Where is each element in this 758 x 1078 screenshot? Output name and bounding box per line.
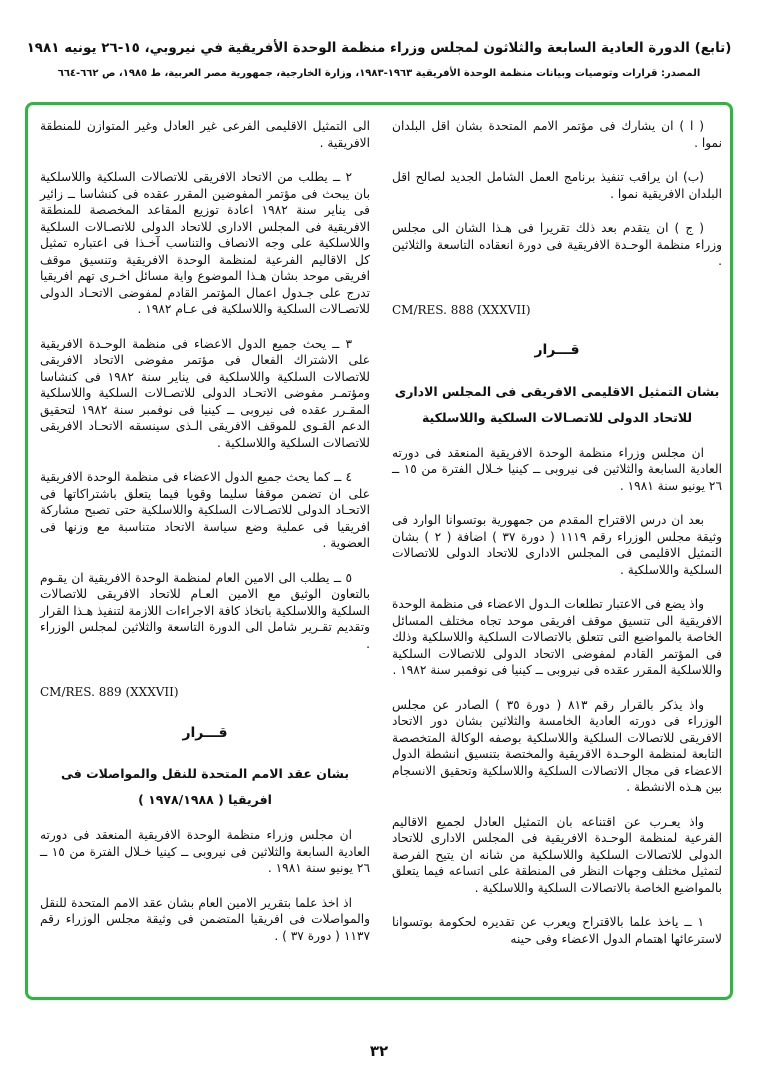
document-header-title: (تابع) الدورة العادية السابعة والثلاثون لمجلس وزراء منظمة الوحدة الأفريقية في نيروبي، ١٥-٢٦ يونيه ١٩٨١ <box>26 40 732 56</box>
subject-line: بشان التمثيل الاقليمى الافريقى فى المجلس الادارى <box>394 383 720 399</box>
paragraph: ٣ ــ يحث جميع الدول الاعضاء فى منظمة الوحـدة الافريقية على الاشتراك الفعال فى مؤتمر مفوضى الاتحاد الافريقى للاتصالات السلكية واللاسلكية فى يناير سنة ١٩٨٢ فى كنشاسا ومؤتمـر مفوضى الاتحـاد الدولى للاتصـالات السلكية واللاسلكية المقـرر عقده فى نيروبى ــ كينيا فى نوفمبر سنة ١٩٨٢ لتحقيق الدعم القـوى للموقف الافريقى الـذى سينسقه الاتحـاد الافريقى للاتصالات السلكية واللاسلكية . <box>40 336 371 450</box>
resolution-subject <box>392 379 722 431</box>
paragraph: اذ اخذ علما بتقرير الامين العام بشان عقد الامم المتحدة للنقل والمواصلات فى افريقيا المتضمن فى وثيقة مجلس الوزراء رقم ١١٣٧ ( دورة ٣٧ ) . <box>40 895 370 943</box>
decision-heading: قـــرار <box>534 342 580 358</box>
left-column <box>40 118 370 962</box>
paragraph: (ب) ان يراقب تنفيذ برنامج العمل الشامل الجديد لصالح اقل البلدان الافريقية نموا . <box>392 170 722 201</box>
decision-heading: قـــرار <box>182 724 228 741</box>
paragraph: ١ ــ ياخذ علما بالاقتراح ويعرب عن تقديره لحكومة بوتسوانا لاسترعائها اهتمام الدول الاعضاء وفى حينه <box>392 915 722 946</box>
document-source-line: المصدر: قرارات وتوصيات وبيانات منظمة الوحدة الأفريقية ١٩٦٣-١٩٨٣، وزارة الخارجية، جمهورية مصر العربية، ط ١٩٨٥، ص ٦٦٢-٦٦٤ <box>57 68 701 79</box>
resolution-code: CM/RES. 889 (XXXVII) <box>40 685 179 699</box>
paragraph: بعد ان درس الاقتراح المقدم من جمهورية بوتسوانا الوارد فى وثيقة مجلس الوزراء رقم ١١١٩ ( دورة ٣٧ ) اضافة ( ٢ ) بشان التمثيل الاقليمى فى المجلس الادارى للاتحاد الدولى للاتصالات السلكية واللاسلكية . <box>392 513 722 577</box>
paragraph: واذ يضع فى الاعتبار تطلعات الـدول الاعضاء فى منظمة الوحدة الافريقية الى تنسيق موقف افريقى موحد تجاه مختلف المسائل الخاصة بالمواضيع التى تتعلق بالاتصالات السلكية واللاسلكية وذلك فى المؤتمر القادم لمفوضى الاتحاد الدولى للاتصالات السلكية واللاسلكية المقرر عقده فى نيروبى ــ كينيا فى نوفمبر سنة ١٩٨٢ . <box>392 597 722 677</box>
right-column <box>392 118 722 965</box>
paragraph: ٥ ــ يطلب الى الامين العام لمنظمة الوحدة الافريقية ان يقـوم بالتعاون الوثيق مع الامين العـام للاتحاد الافريقى للاتصالات السلكية واللاسلكية باتخاذ كافة الاجراءات اللازمة لتنفيذ هـذا القرار وتقديم تقـرير شامل الى الدورة التاسعة والثلاثين لمجلس الوزراء . <box>40 570 370 651</box>
subject-line: للاتحاد الدولى للاتصـالات السلكية واللاسلكية <box>421 409 693 425</box>
paragraph: ٤ ــ كما يحث جميع الدول الاعضاء فى منظمة الوحدة الافريقية على ان تضمن موقفا سليما وقويا فيما يتعلق باشتراكاتها فى الاتحـاد الدولى للاتصـالات السلكية واللاسلكية حتى تصبح مشاركة افريقيا فى عملية وضع سياسة الاتحاد متناسبة مع وزنها فى العضوية . <box>40 470 370 550</box>
paragraph: واذ يذكر بالقرار رقم ٨١٣ ( دورة ٣٥ ) الصادر عن مجلس الوزراء فى دورته العادية الخامسة والثلاثين بشان دور الاتحاد الافريقى للاتصالات السلكية واللاسلكية بوصفه الوكالة المتخصصة التابعة لمنظمة الوحـدة الافريقية والمختصة بتنسيق انشطة الدول الاعضاء فى مجال الاتصالات السلكية واللاسلكية وتحقيق الانسجام بين هـذه الانشطة . <box>392 697 722 794</box>
paragraph: ( ا ) ان يشارك فى مؤتمر الامم المتحدة بشان اقل البلدان نموا . <box>392 119 722 150</box>
page-number: ٣٢ <box>369 1042 389 1060</box>
paragraph: ( ج ) ان يتقدم بعد ذلك تقريرا فى هـذا الشان الى مجلس وزراء منظمة الوحـدة الافريقية فى دورة انعقاده التاسعة والثلاثين . <box>392 221 722 268</box>
subject-line: بشان عقد الامم المتحدة للنقل والمواصلات فى <box>60 766 350 781</box>
paragraph: الى التمثيل الاقليمى الفرعى غير العادل وغير المتوازن للمنطقة الافريقية . <box>40 119 370 150</box>
resolution-code: CM/RES. 888 (XXXVII) <box>392 302 531 317</box>
paragraph: ٢ ــ يطلب من الاتحاد الافريقى للاتصالات السلكية واللاسلكية بان يبحث فى مؤتمر المفوضين المقرر عقده فى كنشاسا ــ زائير فى يناير سنة ١٩٨٢ اعادة توزيع المقاعد المخصصة للمنطقة الافريقية فى المجلس الادارى للاتحاد الدولى للاتصـالات السلكية واللاسلكية على وجه الانصاف والتناسب آخـذا فى اعتباره تمثيل كل الاقاليم الفرعية لمنظمة الوحدة الافريقية وتنسيق موقف افريقى موحد بشان هـذا الموضوع واية مسائل اخـرى تهم افريقيا تدرج على جـدول اعمال المؤتمر القادم لمفوضى الاتحـاد الدولى للاتصـالات السلكية واللاسلكية فى عـام ١٩٨٢ . <box>40 170 370 316</box>
resolution-subject <box>40 761 370 813</box>
paragraph: ان مجلس وزراء منظمة الوحدة الافريقية المنعقد فى دورته العادية السابعة والثلاثين فى نيروبى ــ كينيا خـلال الفترة من ١٥ ــ ٢٦ يونيو سنة ١٩٨١ . <box>392 445 722 493</box>
subject-line: افريقيا ( ١٩٧٨/١٩٨٨ ) <box>138 792 272 807</box>
paragraph: ان مجلس وزراء منظمة الوحدة الافريقية المنعقد فى دورته العادية السابعة والثلاثين فى نيروبى ــ كينيا خـلال الفترة من ١٥ ــ ٢٦ يونيو سنة ١٩٨١ . <box>40 828 370 875</box>
paragraph: واذ يعـرب عن اقتناعه بان التمثيل العادل لجميع الاقاليم الفرعية لمنظمة الوحـدة الافريقية فى المجلس الادارى للاتحاد الدولى للاتصالات السلكية واللاسلكية من شانه ان يتيح الفرصة لتمثيل مختلف وجهات النظر فى المنطقة على اتساعه فيما يتعلق بالمواضيع الخاصة بالاتصالات السلكية واللاسلكية . <box>392 814 722 895</box>
